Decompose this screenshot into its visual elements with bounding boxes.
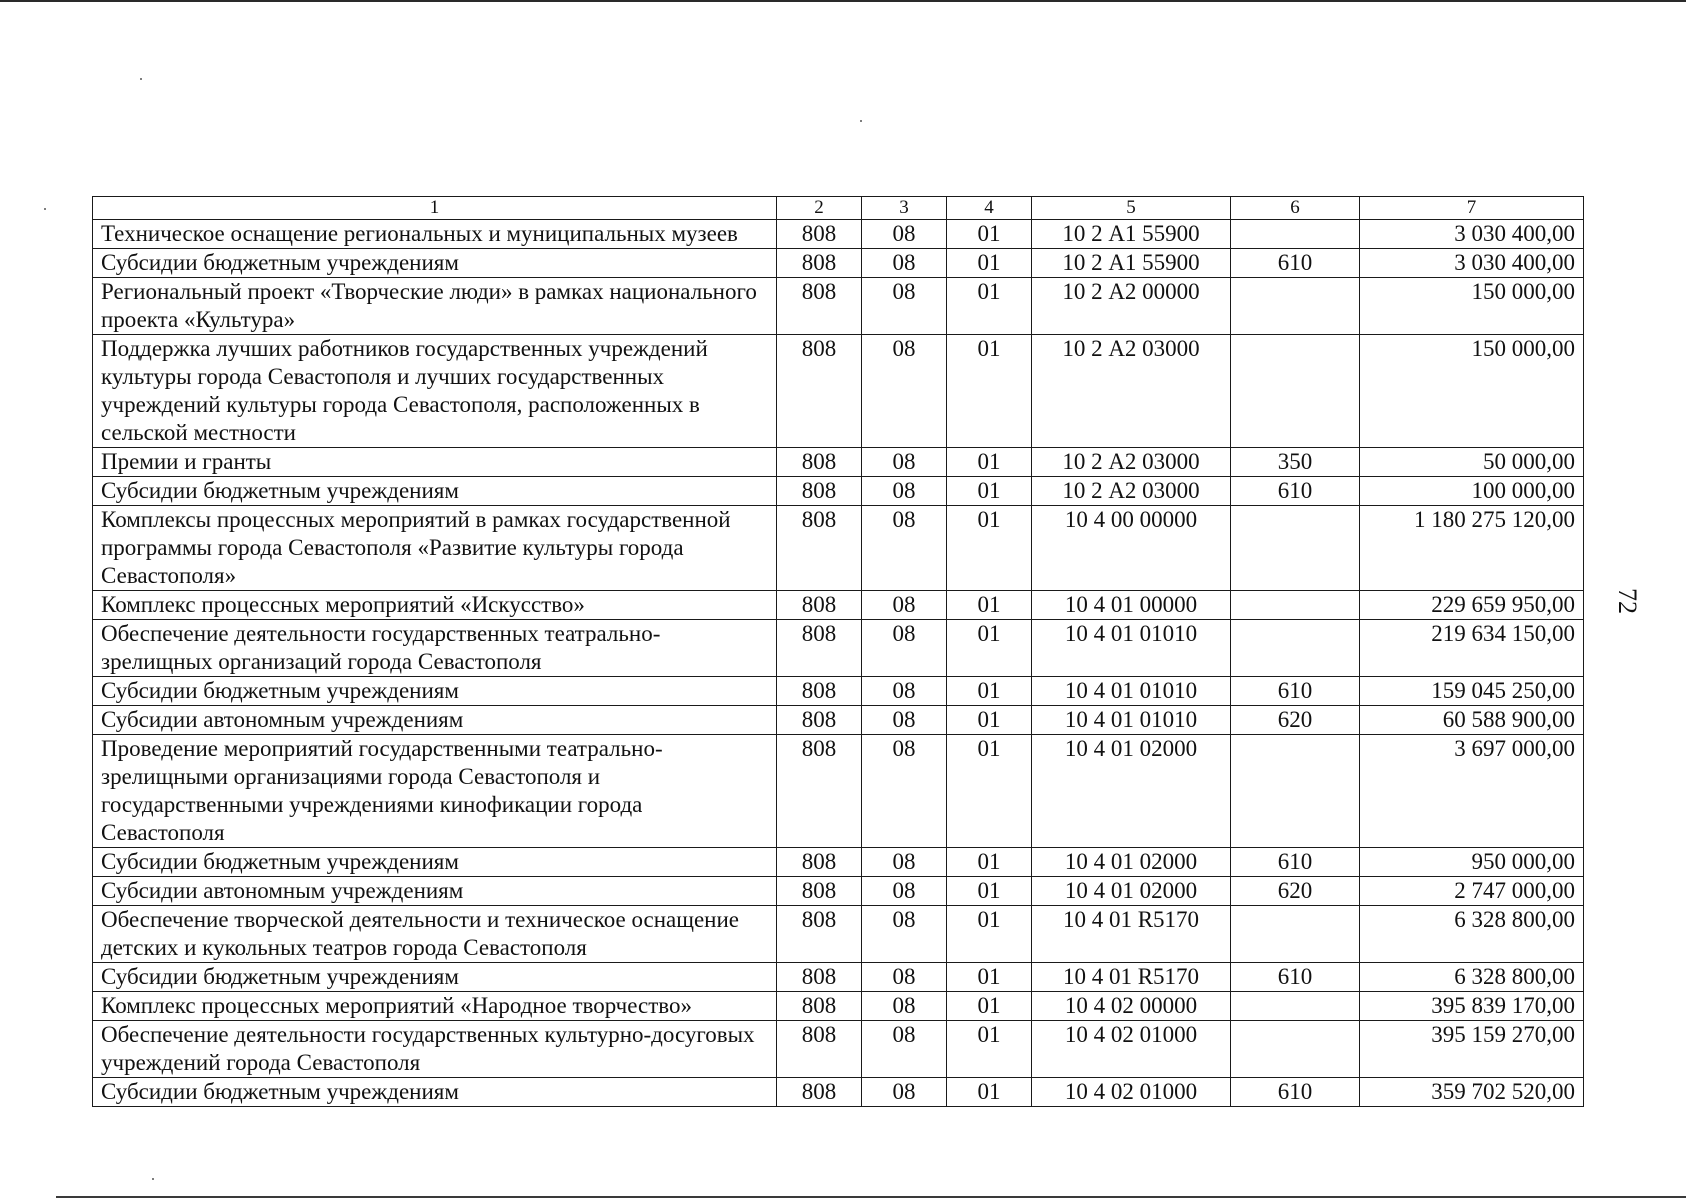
row-target-cell: 10 4 00 00000 (1032, 506, 1231, 591)
row-code-cell: 808 (777, 1021, 862, 1078)
row-subsection-cell: 01 (947, 335, 1032, 448)
table-row (93, 335, 1584, 448)
row-target-cell: 10 4 02 01000 (1032, 1078, 1231, 1107)
row-expense-type-cell: 610 (1231, 477, 1360, 506)
scan-top-edge (0, 0, 1686, 2)
row-expense-type-cell (1231, 620, 1360, 677)
budget-table (92, 196, 1584, 1107)
row-code-cell: 808 (777, 706, 862, 735)
row-section-cell: 08 (862, 706, 947, 735)
row-subsection-cell: 01 (947, 735, 1032, 848)
table-header (93, 197, 1584, 220)
row-code-cell: 808 (777, 278, 862, 335)
row-name-cell: Субсидии бюджетным учреждениям (93, 1078, 777, 1107)
row-target-cell: 10 2 А2 00000 (1032, 278, 1231, 335)
row-code-cell: 808 (777, 620, 862, 677)
row-code-cell: 808 (777, 506, 862, 591)
row-code-cell: 808 (777, 477, 862, 506)
row-expense-type-cell: 610 (1231, 1078, 1360, 1107)
table-row (93, 278, 1584, 335)
table-row (93, 706, 1584, 735)
row-subsection-cell: 01 (947, 906, 1032, 963)
table-row (93, 1021, 1584, 1078)
row-subsection-cell: 01 (947, 506, 1032, 591)
row-subsection-cell: 01 (947, 677, 1032, 706)
row-amount-cell: 229 659 950,00 (1360, 591, 1584, 620)
row-name-cell: Субсидии автономным учреждениям (93, 877, 777, 906)
header-col-6: 6 (1231, 197, 1360, 220)
row-subsection-cell: 01 (947, 477, 1032, 506)
row-section-cell: 08 (862, 677, 947, 706)
row-amount-cell: 6 328 800,00 (1360, 906, 1584, 963)
row-expense-type-cell (1231, 992, 1360, 1021)
row-code-cell: 808 (777, 448, 862, 477)
row-amount-cell: 3 697 000,00 (1360, 735, 1584, 848)
row-amount-cell: 150 000,00 (1360, 278, 1584, 335)
row-target-cell: 10 4 01 02000 (1032, 735, 1231, 848)
row-section-cell: 08 (862, 963, 947, 992)
row-target-cell: 10 2 А2 03000 (1032, 335, 1231, 448)
row-amount-cell: 50 000,00 (1360, 448, 1584, 477)
row-subsection-cell: 01 (947, 706, 1032, 735)
row-expense-type-cell (1231, 591, 1360, 620)
scan-speck (152, 1178, 154, 1180)
row-amount-cell: 219 634 150,00 (1360, 620, 1584, 677)
row-amount-cell: 60 588 900,00 (1360, 706, 1584, 735)
row-name-cell: Субсидии бюджетным учреждениям (93, 963, 777, 992)
header-col-2: 2 (777, 197, 862, 220)
table-row (93, 877, 1584, 906)
table-row (93, 220, 1584, 249)
row-section-cell: 08 (862, 249, 947, 278)
row-section-cell: 08 (862, 877, 947, 906)
row-name-cell: Комплекс процессных мероприятий «Народное творчество» (93, 992, 777, 1021)
table-row (93, 906, 1584, 963)
row-subsection-cell: 01 (947, 1021, 1032, 1078)
row-target-cell: 10 4 01 02000 (1032, 848, 1231, 877)
row-expense-type-cell (1231, 278, 1360, 335)
row-section-cell: 08 (862, 506, 947, 591)
header-col-3: 3 (862, 197, 947, 220)
table-row (93, 506, 1584, 591)
row-expense-type-cell: 610 (1231, 848, 1360, 877)
row-target-cell: 10 4 02 01000 (1032, 1021, 1231, 1078)
row-section-cell: 08 (862, 335, 947, 448)
row-amount-cell: 150 000,00 (1360, 335, 1584, 448)
header-col-4: 4 (947, 197, 1032, 220)
row-subsection-cell: 01 (947, 591, 1032, 620)
row-code-cell: 808 (777, 906, 862, 963)
row-code-cell: 808 (777, 335, 862, 448)
row-expense-type-cell (1231, 906, 1360, 963)
row-target-cell: 10 2 А1 55900 (1032, 220, 1231, 249)
row-subsection-cell: 01 (947, 877, 1032, 906)
row-target-cell: 10 4 01 01010 (1032, 677, 1231, 706)
row-subsection-cell: 01 (947, 963, 1032, 992)
row-name-cell: Комплекс процессных мероприятий «Искусство» (93, 591, 777, 620)
row-subsection-cell: 01 (947, 848, 1032, 877)
row-target-cell: 10 2 А1 55900 (1032, 249, 1231, 278)
row-section-cell: 08 (862, 620, 947, 677)
table-row (93, 992, 1584, 1021)
row-name-cell: Техническое оснащение региональных и муниципальных музеев (93, 220, 777, 249)
table-row (93, 735, 1584, 848)
table-row (93, 448, 1584, 477)
row-expense-type-cell: 350 (1231, 448, 1360, 477)
row-section-cell: 08 (862, 278, 947, 335)
table-row (93, 620, 1584, 677)
header-col-1: 1 (93, 197, 777, 220)
row-expense-type-cell (1231, 220, 1360, 249)
row-expense-type-cell (1231, 735, 1360, 848)
row-subsection-cell: 01 (947, 278, 1032, 335)
row-expense-type-cell (1231, 335, 1360, 448)
row-subsection-cell: 01 (947, 249, 1032, 278)
row-expense-type-cell: 610 (1231, 249, 1360, 278)
table-body (93, 220, 1584, 1107)
row-amount-cell: 2 747 000,00 (1360, 877, 1584, 906)
row-code-cell: 808 (777, 677, 862, 706)
row-section-cell: 08 (862, 477, 947, 506)
row-amount-cell: 359 702 520,00 (1360, 1078, 1584, 1107)
row-code-cell: 808 (777, 220, 862, 249)
row-section-cell: 08 (862, 1021, 947, 1078)
row-name-cell: Проведение мероприятий государственными театрально-зрелищными организациями города Севастополя и государственными учреждениями кинофикации города Севастополя (93, 735, 777, 848)
row-subsection-cell: 01 (947, 220, 1032, 249)
header-col-5: 5 (1032, 197, 1231, 220)
row-name-cell: Субсидии автономным учреждениям (93, 706, 777, 735)
row-name-cell: Субсидии бюджетным учреждениям (93, 848, 777, 877)
scan-speck (140, 78, 142, 80)
row-target-cell: 10 4 01 00000 (1032, 591, 1231, 620)
row-amount-cell: 3 030 400,00 (1360, 249, 1584, 278)
row-code-cell: 808 (777, 877, 862, 906)
header-row (93, 197, 1584, 220)
row-expense-type-cell: 610 (1231, 677, 1360, 706)
table-row (93, 477, 1584, 506)
page-number: 72 (1613, 588, 1642, 614)
scan-speck (860, 120, 862, 122)
row-name-cell: Обеспечение деятельности государственных театрально-зрелищных организаций города Севастополя (93, 620, 777, 677)
table-row (93, 848, 1584, 877)
row-code-cell: 808 (777, 1078, 862, 1107)
scan-speck (44, 208, 46, 210)
row-target-cell: 10 4 01 01010 (1032, 706, 1231, 735)
table-row (93, 249, 1584, 278)
row-target-cell: 10 2 А2 03000 (1032, 448, 1231, 477)
row-amount-cell: 3 030 400,00 (1360, 220, 1584, 249)
row-code-cell: 808 (777, 591, 862, 620)
row-code-cell: 808 (777, 249, 862, 278)
row-amount-cell: 950 000,00 (1360, 848, 1584, 877)
table-row (93, 591, 1584, 620)
row-name-cell: Поддержка лучших работников государственных учреждений культуры города Севастополя и лучших государственных учреждений культуры города Севастополя, расположенных в сельской местности (93, 335, 777, 448)
row-expense-type-cell (1231, 1021, 1360, 1078)
table-row (93, 677, 1584, 706)
row-amount-cell: 100 000,00 (1360, 477, 1584, 506)
row-code-cell: 808 (777, 848, 862, 877)
row-expense-type-cell: 620 (1231, 877, 1360, 906)
row-subsection-cell: 01 (947, 448, 1032, 477)
row-expense-type-cell: 610 (1231, 963, 1360, 992)
row-section-cell: 08 (862, 906, 947, 963)
table-row (93, 963, 1584, 992)
row-section-cell: 08 (862, 735, 947, 848)
row-target-cell: 10 4 01 02000 (1032, 877, 1231, 906)
scan-bottom-edge (56, 1196, 1686, 1198)
row-name-cell: Субсидии бюджетным учреждениям (93, 477, 777, 506)
row-target-cell: 10 4 01 R5170 (1032, 906, 1231, 963)
row-name-cell: Комплексы процессных мероприятий в рамках государственной программы города Севастополя «Развитие культуры города Севастополя» (93, 506, 777, 591)
row-code-cell: 808 (777, 735, 862, 848)
row-name-cell: Региональный проект «Творческие люди» в рамках национального проекта «Культура» (93, 278, 777, 335)
row-name-cell: Премии и гранты (93, 448, 777, 477)
row-expense-type-cell (1231, 506, 1360, 591)
row-section-cell: 08 (862, 448, 947, 477)
row-name-cell: Обеспечение творческой деятельности и техническое оснащение детских и кукольных театров города Севастополя (93, 906, 777, 963)
row-target-cell: 10 4 01 R5170 (1032, 963, 1231, 992)
row-expense-type-cell: 620 (1231, 706, 1360, 735)
row-section-cell: 08 (862, 1078, 947, 1107)
row-target-cell: 10 4 02 00000 (1032, 992, 1231, 1021)
header-col-7: 7 (1360, 197, 1584, 220)
row-code-cell: 808 (777, 992, 862, 1021)
row-section-cell: 08 (862, 992, 947, 1021)
table-row (93, 1078, 1584, 1107)
row-name-cell: Субсидии бюджетным учреждениям (93, 677, 777, 706)
row-amount-cell: 159 045 250,00 (1360, 677, 1584, 706)
row-target-cell: 10 4 01 01010 (1032, 620, 1231, 677)
row-amount-cell: 395 159 270,00 (1360, 1021, 1584, 1078)
row-section-cell: 08 (862, 591, 947, 620)
row-name-cell: Обеспечение деятельности государственных культурно-досуговых учреждений города Севастополя (93, 1021, 777, 1078)
row-section-cell: 08 (862, 220, 947, 249)
row-amount-cell: 395 839 170,00 (1360, 992, 1584, 1021)
row-target-cell: 10 2 А2 03000 (1032, 477, 1231, 506)
row-amount-cell: 6 328 800,00 (1360, 963, 1584, 992)
row-amount-cell: 1 180 275 120,00 (1360, 506, 1584, 591)
row-subsection-cell: 01 (947, 992, 1032, 1021)
row-section-cell: 08 (862, 848, 947, 877)
row-subsection-cell: 01 (947, 620, 1032, 677)
row-subsection-cell: 01 (947, 1078, 1032, 1107)
row-name-cell: Субсидии бюджетным учреждениям (93, 249, 777, 278)
row-code-cell: 808 (777, 963, 862, 992)
